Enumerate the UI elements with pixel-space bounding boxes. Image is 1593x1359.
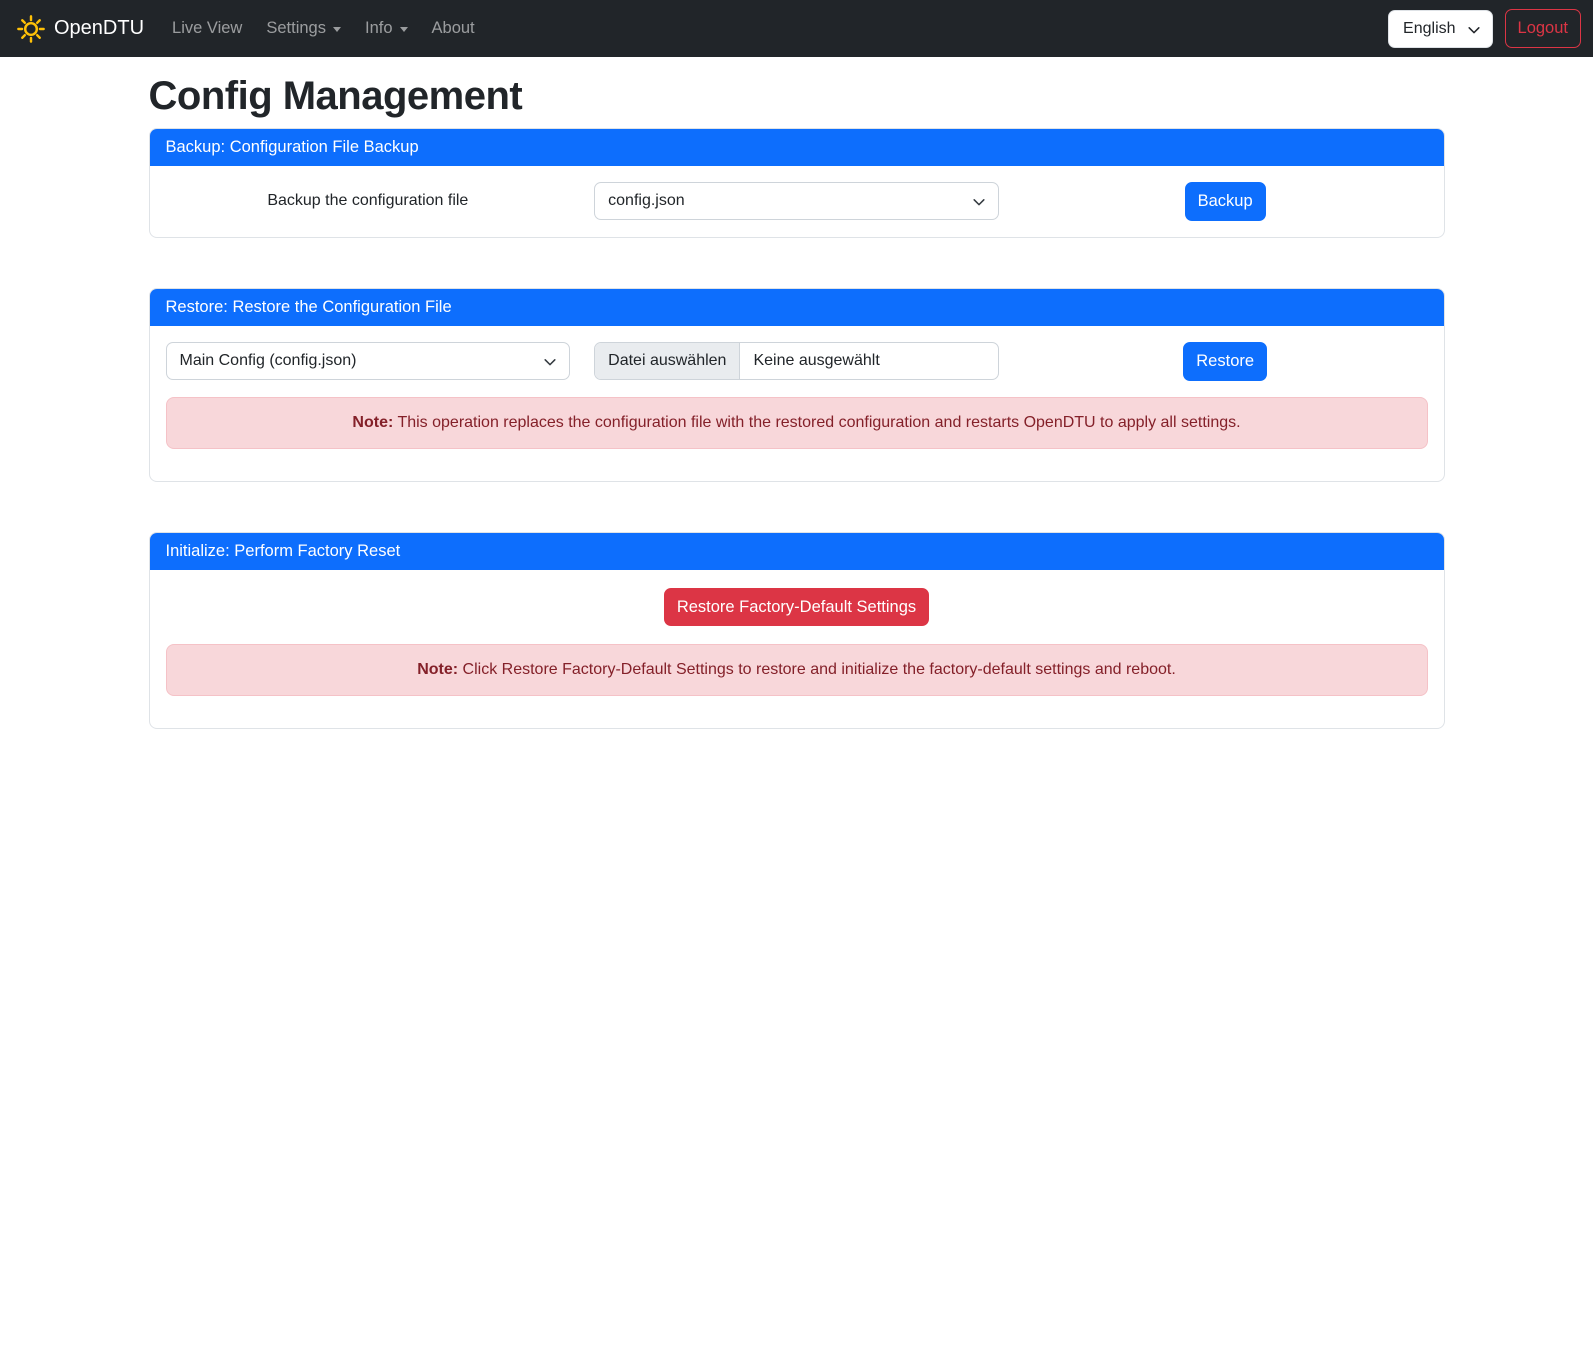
main-content bbox=[137, 74, 1457, 729]
page-title: Config Management bbox=[148, 74, 523, 118]
nav-item-live-view[interactable] bbox=[164, 11, 250, 46]
restore-card bbox=[149, 288, 1445, 482]
nav-item-info[interactable] bbox=[357, 11, 416, 46]
chevron-down-icon bbox=[1467, 23, 1481, 42]
factory-reset-note-alert bbox=[166, 644, 1428, 696]
backup-button[interactable]: Backup bbox=[1185, 182, 1266, 221]
factory-reset-card-header: Initialize: Perform Factory Reset bbox=[150, 533, 1444, 570]
brand-label: OpenDTU bbox=[54, 17, 145, 39]
sun-icon bbox=[16, 14, 46, 44]
backup-file-label: Backup the configuration file bbox=[267, 192, 469, 210]
restore-file-input[interactable] bbox=[594, 342, 999, 380]
restore-card-header: Restore: Restore the Configuration File bbox=[150, 289, 1444, 326]
note-prefix: Note: bbox=[352, 413, 394, 431]
language-select[interactable] bbox=[1388, 10, 1492, 48]
chevron-down-icon bbox=[400, 27, 408, 32]
restore-button[interactable]: Restore bbox=[1183, 342, 1267, 381]
chevron-down-icon bbox=[972, 195, 986, 214]
note-text: Click Restore Factory-Default Settings to restore and initialize the factory-default settings and reboot. bbox=[462, 661, 1176, 679]
restore-target-select-value: Main Config (config.json) bbox=[179, 352, 357, 370]
backup-card bbox=[149, 128, 1445, 238]
chevron-down-icon bbox=[543, 355, 557, 374]
nav-item-label: Info bbox=[364, 19, 393, 37]
backup-file-select-value: config.json bbox=[608, 192, 685, 210]
backup-file-select[interactable] bbox=[594, 182, 999, 220]
backup-card-header: Backup: Configuration File Backup bbox=[150, 129, 1444, 166]
nav-links bbox=[160, 11, 487, 46]
backup-card-body bbox=[150, 166, 1444, 237]
nav-item-label: About bbox=[431, 19, 475, 37]
nav-item-settings[interactable] bbox=[258, 11, 349, 46]
restore-note-alert bbox=[166, 397, 1428, 449]
nav-item-about[interactable] bbox=[424, 11, 483, 46]
brand-link[interactable] bbox=[12, 10, 148, 48]
chevron-down-icon bbox=[333, 27, 341, 32]
nav-item-label: Settings bbox=[266, 19, 326, 37]
note-prefix: Note: bbox=[417, 661, 459, 679]
nav-item-label: Live View bbox=[172, 19, 243, 37]
factory-reset-card-body bbox=[150, 570, 1444, 729]
language-select-value: English bbox=[1403, 19, 1456, 37]
navbar bbox=[0, 0, 1593, 57]
factory-reset-button[interactable]: Restore Factory-Default Settings bbox=[664, 588, 929, 627]
restore-card-body bbox=[150, 326, 1444, 481]
file-chosen-status: Keine ausgewählt bbox=[753, 352, 880, 370]
note-text: This operation replaces the configuration file with the restored configuration and restarts OpenDTU to apply all settings. bbox=[397, 413, 1241, 431]
factory-reset-card bbox=[149, 532, 1445, 730]
restore-target-select[interactable] bbox=[166, 342, 571, 380]
file-choose-button[interactable]: Datei auswählen bbox=[595, 343, 740, 379]
logout-button[interactable]: Logout bbox=[1505, 9, 1581, 48]
